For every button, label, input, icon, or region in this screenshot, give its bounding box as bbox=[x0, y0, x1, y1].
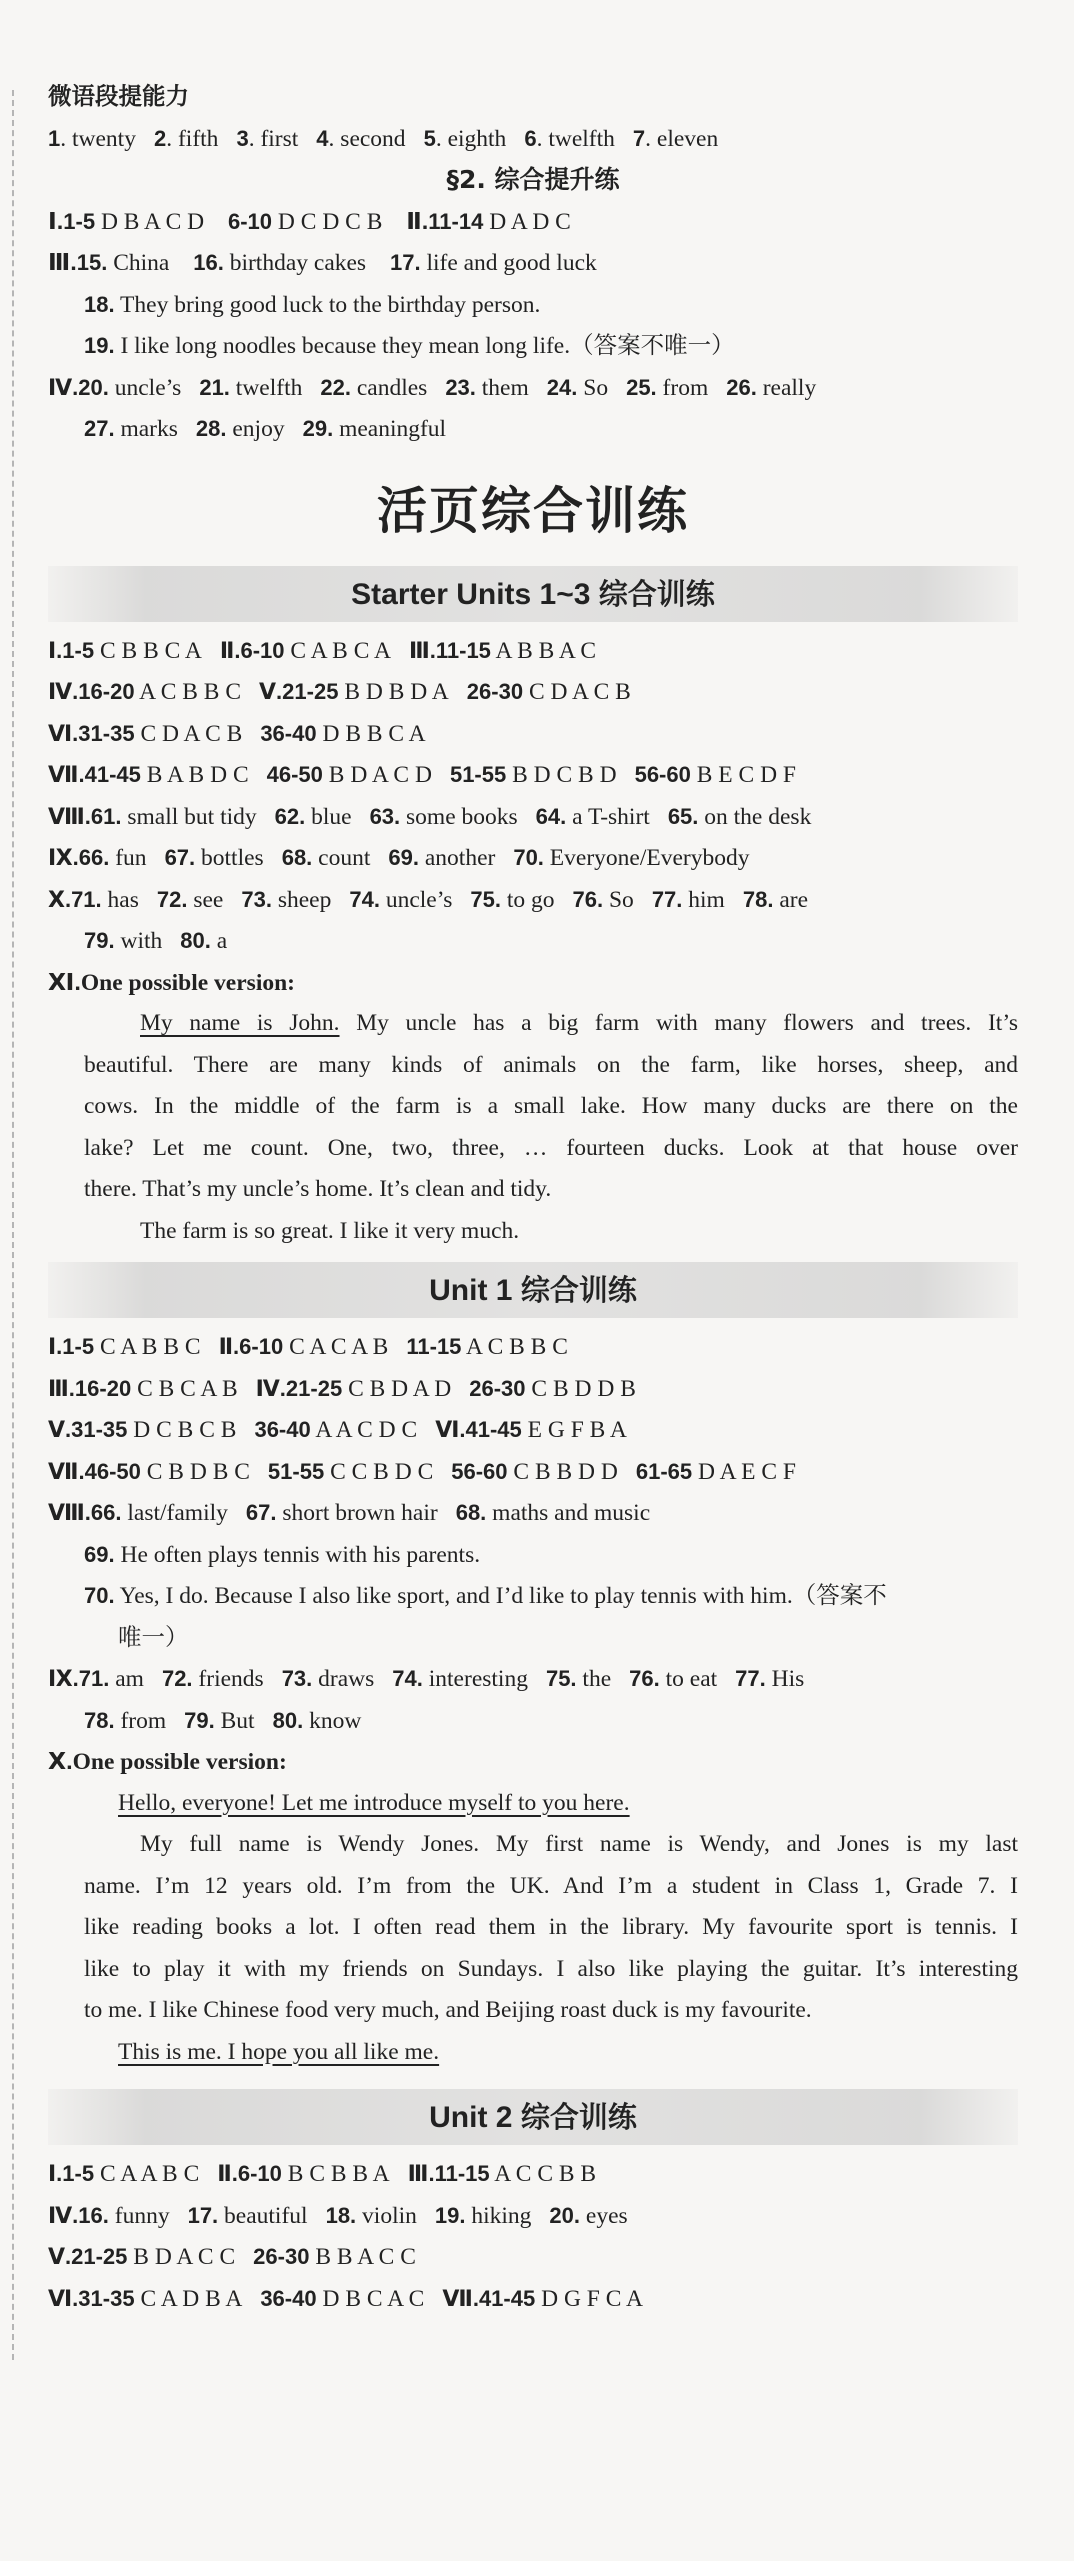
essay-line: My full name is Wendy Jones. My first name is Wendy, and Jones is my last bbox=[140, 1831, 1018, 1857]
item-number: 79. bbox=[184, 1707, 215, 1733]
item-answer: count bbox=[318, 845, 371, 871]
essay-line: Hello, everyone! Let me introduce myself to you here. bbox=[118, 1789, 630, 1816]
item-answer: last/family bbox=[127, 1500, 228, 1526]
answer-line bbox=[48, 1658, 1018, 1700]
item-answer: first bbox=[260, 125, 299, 152]
item-number: 36-40 bbox=[260, 2285, 317, 2311]
binding-dashed-line bbox=[12, 90, 14, 2360]
item-number: 7 bbox=[632, 125, 646, 151]
item-number: Ⅵ.31-35 bbox=[48, 720, 135, 746]
answer-line bbox=[48, 837, 1018, 879]
essay-heading: Ⅺ.One possible version: bbox=[48, 968, 295, 996]
item-number: 6 bbox=[524, 125, 537, 151]
answer-line: Ⅲ.15. China 16. birthday cakes 17. life and good luck bbox=[48, 249, 597, 276]
item-answer: second bbox=[340, 125, 406, 152]
item-answer: B B A C C bbox=[315, 2244, 416, 2270]
item-number: 74. bbox=[349, 886, 380, 912]
item-answer: eighth bbox=[447, 125, 507, 152]
item-number: 22. bbox=[320, 374, 351, 400]
item-answer: D C B C B bbox=[133, 1417, 237, 1443]
item-number: Ⅰ.1-5 bbox=[48, 637, 95, 663]
item-number: 76. bbox=[572, 886, 604, 912]
item-answer: twenty bbox=[72, 125, 136, 152]
item-number: 2 bbox=[153, 125, 167, 151]
item-answer: some books bbox=[406, 803, 518, 830]
item-number: Ⅰ.1-5 bbox=[48, 2161, 95, 2186]
item-number: Ⅳ.21-25 bbox=[255, 1375, 343, 1401]
item-number: Ⅶ.41-45 bbox=[442, 2285, 536, 2311]
item-answer: the bbox=[582, 1666, 612, 1692]
item-answer: B D C B D bbox=[512, 762, 617, 788]
essay-line: beautiful. There are many kinds of animals on the farm, like horses, sheep, and bbox=[84, 1051, 1018, 1078]
item-number: 51-55 bbox=[267, 1458, 325, 1484]
item-number: 56-60 bbox=[451, 1458, 508, 1484]
item-number: Ⅳ.16. bbox=[48, 2202, 109, 2228]
section-heading bbox=[48, 76, 1018, 118]
item-number: 77. bbox=[735, 1666, 766, 1691]
item-number: Ⅲ.11-15 bbox=[407, 2161, 490, 2186]
item-number: 75. bbox=[545, 1666, 577, 1691]
item-answer: friends bbox=[198, 1666, 264, 1692]
item-number: Ⅵ.31-35 bbox=[48, 2285, 135, 2311]
item-number: 70. bbox=[513, 845, 544, 870]
answer-line bbox=[48, 920, 1018, 962]
item-answer: C A B C A bbox=[290, 637, 391, 664]
section-band-starter: Starter Units 1~3 综合训练 bbox=[48, 566, 1018, 622]
item-answer: C D A C B bbox=[528, 679, 631, 705]
item-answer: C B C A B bbox=[137, 1375, 238, 1402]
answer-line bbox=[48, 2278, 1018, 2320]
item-answer: C B D D B bbox=[531, 1375, 636, 1402]
item-answer: them bbox=[481, 374, 529, 401]
item-number: 79. bbox=[84, 928, 115, 953]
answer-line bbox=[48, 2153, 1018, 2195]
item-number: Ⅷ.61. bbox=[48, 803, 122, 829]
answer-line bbox=[48, 2236, 1018, 2278]
item-answer: But bbox=[220, 1707, 255, 1734]
item-number: Ⅲ.16-20 bbox=[48, 1375, 132, 1401]
item-answer: A A C D C bbox=[315, 1417, 418, 1443]
item-number: 28. bbox=[195, 416, 227, 441]
item-number: 72. bbox=[161, 1666, 193, 1691]
item-number: 68. bbox=[455, 1500, 487, 1525]
item-number: Ⅷ.66. bbox=[48, 1500, 122, 1525]
essay-line: to me. I like Chinese food very much, and Beijing roast duck is my favourite. bbox=[84, 1997, 812, 2023]
item-answer: blue bbox=[311, 803, 352, 830]
answer-line: Ⅰ.1-5 D B A C D 6-10 D C D C B Ⅱ.11-14 D A D C bbox=[48, 207, 571, 235]
main-title: 活页综合训练 bbox=[377, 481, 689, 540]
item-number: 77. bbox=[651, 886, 683, 912]
item-number: 80. bbox=[272, 1707, 304, 1733]
item-answer: D G F C A bbox=[541, 2285, 643, 2312]
item-answer: a bbox=[216, 928, 228, 954]
essay-line: cows. In the middle of the farm is a small lake. How many ducks are there on the bbox=[84, 1093, 1018, 1119]
item-number: 17. bbox=[187, 2202, 219, 2228]
item-number: 20. bbox=[549, 2202, 581, 2228]
item-number: 46-50 bbox=[266, 762, 323, 787]
item-answer: C B D B C bbox=[146, 1458, 250, 1485]
item-answer: know bbox=[309, 1707, 362, 1734]
answer-line: 70. Yes, I do. Because I also like sport, and I’d like to play tennis with him.（答案不 bbox=[84, 1581, 887, 1609]
item-number: 26-30 bbox=[466, 679, 524, 704]
item-answer: candles bbox=[356, 374, 428, 401]
section-band-unit1: Unit 1 综合训练 bbox=[48, 1262, 1018, 1318]
answer-line bbox=[48, 367, 1018, 409]
essay-line: My name is John. My uncle has a big farm with many flowers and trees. It’s bbox=[140, 1010, 1018, 1036]
item-answer: enjoy bbox=[232, 416, 285, 442]
item-answer: C C B D C bbox=[330, 1458, 434, 1485]
item-answer: marks bbox=[120, 416, 178, 442]
item-number: 80. bbox=[180, 928, 211, 953]
essay-heading: Ⅹ.One possible version: bbox=[48, 1748, 287, 1775]
item-answer: D A E C F bbox=[698, 1458, 796, 1485]
answer-line bbox=[48, 879, 1018, 921]
item-answer: on the desk bbox=[704, 803, 812, 830]
item-number: 19. bbox=[434, 2202, 466, 2228]
item-answer: A B B A C bbox=[495, 637, 597, 664]
item-number: 25. bbox=[626, 374, 657, 400]
answer-line bbox=[48, 796, 1018, 838]
item-answer: maths and music bbox=[492, 1500, 651, 1526]
item-number: Ⅸ.66. bbox=[48, 845, 110, 870]
answer-page bbox=[48, 76, 1018, 2319]
item-answer: So bbox=[608, 886, 634, 913]
answer-line: 19. I like long noodles because they mean long life.（答案不唯一） bbox=[84, 331, 735, 359]
item-answer: eyes bbox=[585, 2202, 628, 2229]
item-number: 23. bbox=[445, 374, 476, 400]
essay-line: lake? Let me count. One, two, three, … fourteen ducks. Look at that house over bbox=[84, 1134, 1018, 1161]
item-answer: E G F B A bbox=[527, 1417, 627, 1443]
item-answer: B D B D A bbox=[344, 679, 449, 705]
item-answer: interesting bbox=[428, 1666, 528, 1692]
item-number: 36-40 bbox=[254, 1417, 311, 1442]
item-number: 62. bbox=[274, 803, 306, 829]
section-band-unit2: Unit 2 综合训练 bbox=[48, 2089, 1018, 2145]
item-number: 26-30 bbox=[469, 1375, 526, 1401]
answer-line: 69. He often plays tennis with his parents. bbox=[84, 1541, 481, 1568]
item-number: Ⅴ.21-25 bbox=[48, 2244, 128, 2269]
essay-line: The farm is so great. I like it very much. bbox=[140, 1217, 520, 1244]
item-answer: twelfth bbox=[235, 374, 303, 401]
item-number: Ⅱ.6-10 bbox=[218, 1334, 284, 1359]
answer-line bbox=[48, 1492, 1018, 1534]
item-number: 56-60 bbox=[634, 762, 691, 787]
item-answer: C D A C B bbox=[140, 720, 243, 747]
answer-line bbox=[48, 408, 1018, 450]
item-answer: A C B B C bbox=[139, 679, 242, 705]
item-answer: beautiful bbox=[224, 2202, 308, 2229]
essay-line: This is me. I hope you all like me. bbox=[118, 2038, 440, 2065]
item-number: 26. bbox=[726, 374, 757, 400]
item-number: 64. bbox=[535, 803, 567, 829]
item-answer: from bbox=[120, 1707, 167, 1734]
item-number: 63. bbox=[369, 803, 401, 829]
item-number: 5 bbox=[423, 125, 436, 151]
item-answer: sheep bbox=[277, 886, 332, 913]
item-number: Ⅲ.11-15 bbox=[408, 637, 491, 663]
item-number: 51-55 bbox=[449, 762, 507, 787]
answer-line: 唯一） bbox=[118, 1622, 189, 1651]
item-answer: D B C A C bbox=[322, 2285, 425, 2312]
section-title: §2. 综合提升练 bbox=[446, 165, 620, 194]
answer-line bbox=[48, 1409, 1018, 1451]
answer-line bbox=[48, 671, 1018, 713]
item-answer: B E C D F bbox=[696, 762, 796, 788]
item-number: 78. bbox=[84, 1707, 115, 1733]
item-answer: C B B C A bbox=[99, 637, 202, 664]
answer-line bbox=[48, 2195, 1018, 2237]
item-number: Ⅴ.31-35 bbox=[48, 1417, 128, 1442]
item-answer: to go bbox=[506, 886, 555, 913]
item-answer: fifth bbox=[177, 125, 219, 152]
item-answer: a T-shirt bbox=[572, 803, 650, 830]
item-answer: with bbox=[120, 928, 163, 954]
item-number: 65. bbox=[667, 803, 699, 829]
item-answer: A C C B B bbox=[494, 2161, 597, 2187]
item-number: 11-15 bbox=[406, 1334, 462, 1359]
item-number: Ⅰ.1-5 bbox=[48, 1334, 95, 1359]
essay-paragraph bbox=[48, 1783, 1018, 2074]
item-number: 29. bbox=[302, 416, 334, 441]
item-answer: eleven bbox=[656, 125, 719, 152]
item-answer: to eat bbox=[665, 1666, 718, 1692]
item-number: 21. bbox=[199, 374, 230, 400]
item-number: 27. bbox=[84, 416, 115, 441]
item-answer: C A D B A bbox=[140, 2285, 243, 2312]
item-number: 24. bbox=[546, 374, 578, 400]
item-answer: C B D A D bbox=[348, 1375, 452, 1402]
answer-line: 1. twenty 2. fifth 3. first 4. second 5. eighth 6. twelfth 7. eleven bbox=[48, 125, 719, 152]
item-answer: meaningful bbox=[339, 416, 447, 442]
item-answer: violin bbox=[362, 2202, 417, 2229]
item-number: Ⅳ.16-20 bbox=[48, 679, 135, 704]
item-number: 36-40 bbox=[260, 720, 317, 746]
item-answer: from bbox=[662, 374, 709, 401]
item-answer: uncle’s bbox=[114, 374, 182, 401]
item-number: Ⅱ.6-10 bbox=[219, 637, 285, 663]
answer-line bbox=[48, 1451, 1018, 1493]
item-number: 72. bbox=[156, 886, 188, 912]
item-answer: C A C A B bbox=[289, 1334, 389, 1360]
answer-line: 18. They bring good luck to the birthday person. bbox=[84, 291, 541, 318]
item-answer: Everyone/Everybody bbox=[549, 845, 750, 871]
item-answer: are bbox=[779, 886, 808, 913]
item-number: 78. bbox=[742, 886, 774, 912]
answer-line bbox=[48, 1368, 1018, 1410]
item-answer: twelfth bbox=[548, 125, 615, 152]
answer-line bbox=[48, 1326, 1018, 1368]
essay-paragraph bbox=[48, 1003, 1018, 1252]
item-number: 61-65 bbox=[635, 1458, 693, 1484]
item-answer: C A B B C bbox=[99, 1334, 201, 1360]
item-answer: B D A C C bbox=[133, 2244, 236, 2270]
essay-line: name. I’m 12 years old. I’m from the UK. And I’m a student in Class 1, Grade 7. I bbox=[84, 1872, 1018, 1899]
item-answer: see bbox=[193, 886, 224, 913]
item-number: 73. bbox=[241, 886, 272, 912]
item-answer: has bbox=[107, 886, 139, 913]
item-answer: am bbox=[115, 1666, 144, 1692]
item-number: 74. bbox=[392, 1666, 423, 1691]
item-answer: So bbox=[583, 374, 609, 401]
item-number: 75. bbox=[470, 886, 501, 912]
item-number: Ⅵ.41-45 bbox=[435, 1417, 522, 1442]
item-answer: C A A B C bbox=[99, 2161, 200, 2187]
item-answer: B D A C D bbox=[328, 762, 432, 788]
item-number: 26-30 bbox=[253, 2244, 310, 2269]
item-answer: another bbox=[424, 845, 496, 871]
item-answer: really bbox=[762, 374, 817, 401]
item-number: 76. bbox=[629, 1666, 660, 1691]
item-number: 3 bbox=[236, 125, 249, 151]
item-answer: fun bbox=[115, 845, 147, 871]
item-answer: bottles bbox=[201, 845, 264, 871]
item-number: Ⅹ.71. bbox=[48, 886, 102, 912]
heading-text: 微语段提能力 bbox=[48, 82, 189, 110]
item-number: Ⅴ.21-25 bbox=[259, 679, 339, 704]
item-answer: B A B D C bbox=[146, 762, 249, 788]
item-answer: D B B C A bbox=[322, 720, 426, 747]
item-number: 1 bbox=[48, 125, 61, 151]
item-number: 73. bbox=[281, 1666, 313, 1691]
item-number: 18. bbox=[325, 2202, 357, 2228]
item-number: 67. bbox=[164, 845, 196, 870]
item-answer: draws bbox=[318, 1666, 375, 1692]
item-number: 68. bbox=[281, 845, 313, 870]
answer-line bbox=[48, 630, 1018, 672]
item-answer: His bbox=[771, 1666, 805, 1692]
item-number: Ⅸ.71. bbox=[48, 1666, 110, 1691]
item-number: Ⅱ.6-10 bbox=[217, 2161, 282, 2186]
item-number: Ⅶ.46-50 bbox=[48, 1458, 141, 1484]
answer-line bbox=[48, 754, 1018, 796]
essay-line: there. That’s my uncle’s home. It’s clean and tidy. bbox=[84, 1176, 552, 1202]
item-answer: small but tidy bbox=[127, 803, 257, 830]
essay-line: like to play it with my friends on Sundays. I also like playing the guitar. It’s interesting bbox=[84, 1955, 1018, 1982]
answer-line bbox=[48, 713, 1018, 755]
answer-line bbox=[48, 1700, 1018, 1742]
item-answer: him bbox=[688, 886, 725, 913]
item-number: 67. bbox=[245, 1500, 277, 1525]
item-answer: C B B D D bbox=[513, 1458, 618, 1485]
item-number: 4 bbox=[316, 125, 329, 151]
essay-line: like reading books a lot. I often read them in the library. My favourite sport is tennis. I bbox=[84, 1914, 1018, 1940]
item-answer: A C B B C bbox=[466, 1334, 568, 1360]
item-answer: short brown hair bbox=[282, 1500, 438, 1526]
item-answer: funny bbox=[114, 2202, 170, 2229]
item-answer: uncle’s bbox=[385, 886, 453, 913]
item-answer: hiking bbox=[471, 2202, 532, 2229]
item-number: Ⅳ.20. bbox=[48, 374, 109, 400]
item-answer: B C B B A bbox=[287, 2161, 390, 2187]
item-number: 69. bbox=[388, 845, 419, 870]
item-number: Ⅶ.41-45 bbox=[48, 762, 141, 787]
